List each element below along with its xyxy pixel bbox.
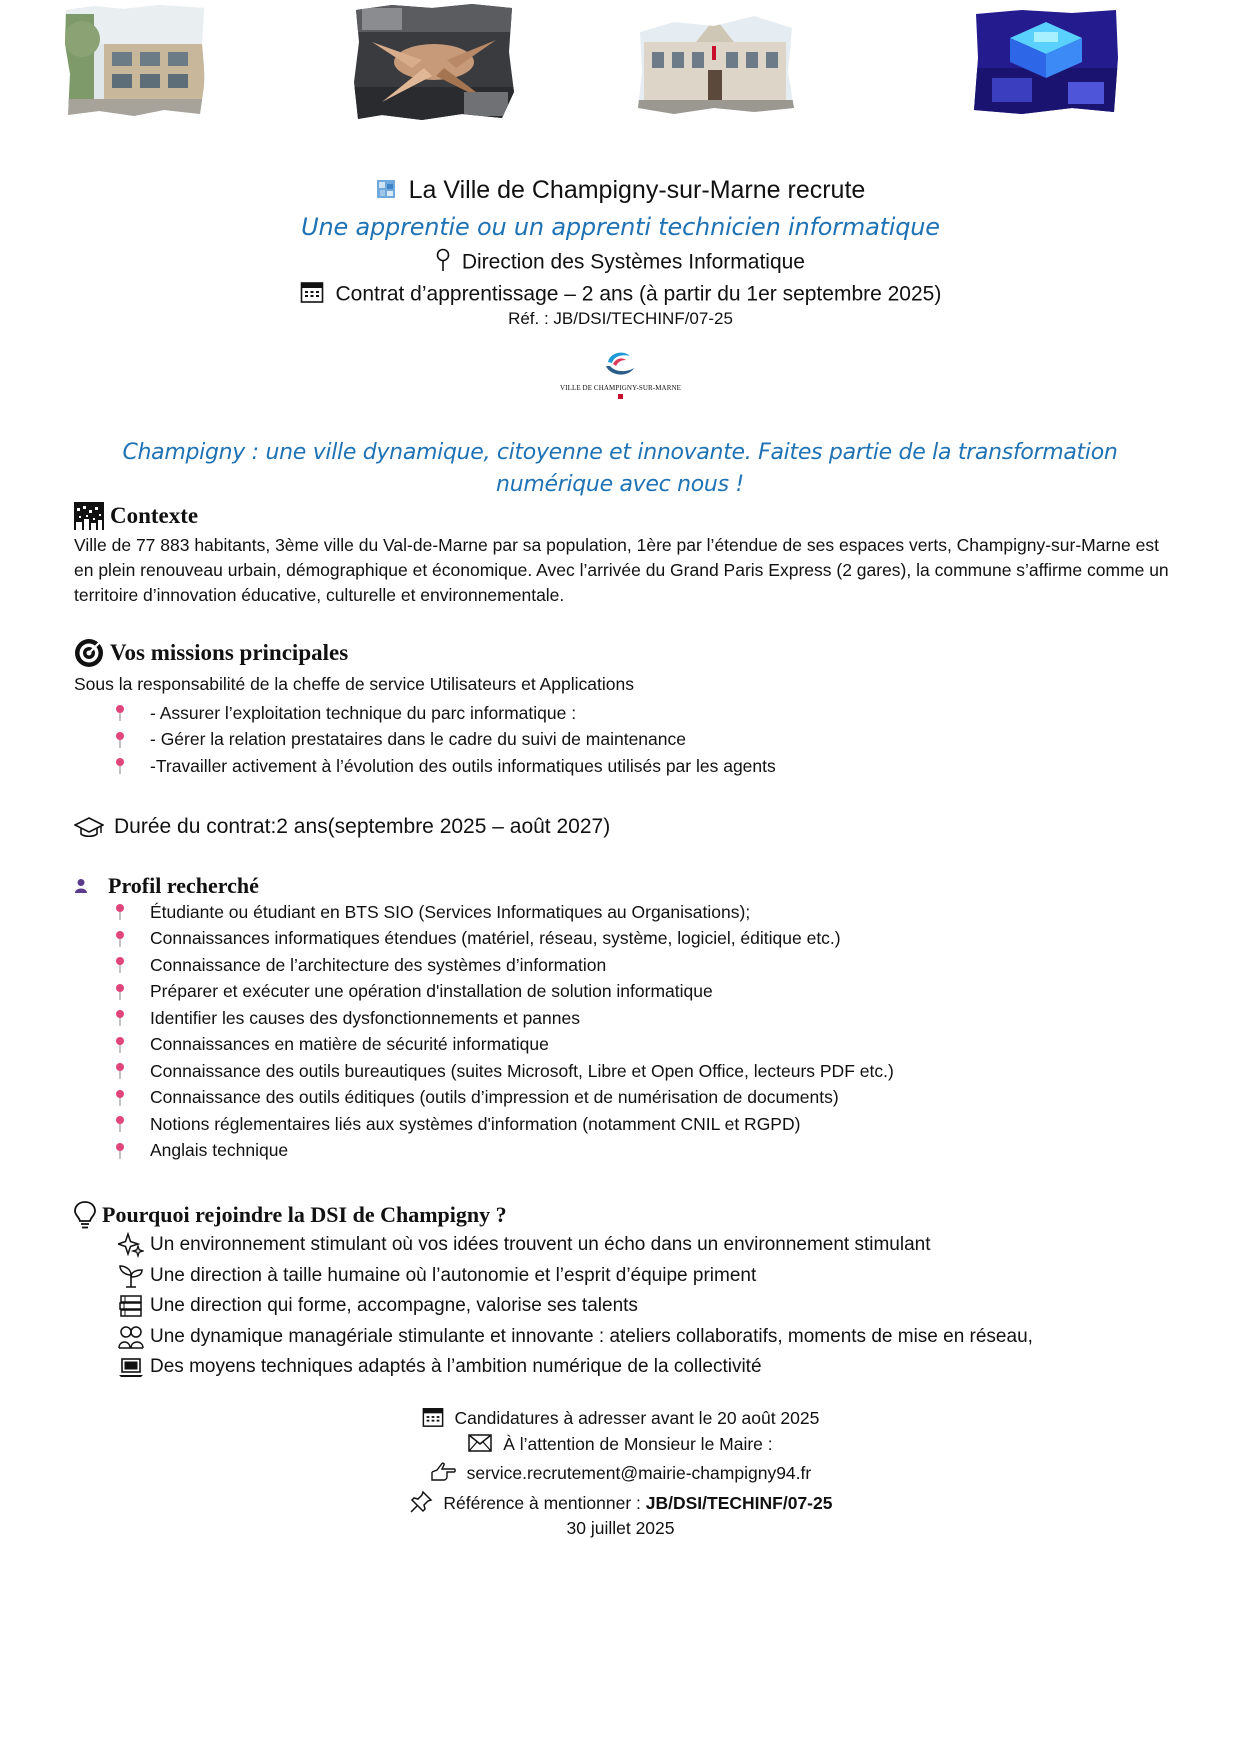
reference-mention-line (0, 1490, 1241, 1519)
duree-sep: : (270, 815, 277, 838)
city-logo (558, 348, 683, 408)
email-link[interactable]: service.recrutement@mairie-champigny94.fr (466, 1463, 812, 1484)
list-item-text: Connaissance de l’architecture des systèmes d’information (150, 954, 607, 975)
pushpin-icon (114, 1142, 126, 1160)
pushpin-icon (114, 1009, 126, 1027)
job-subtitle: Une apprentie ou un apprenti technicien informatique (301, 213, 940, 241)
people-icon (118, 1324, 144, 1350)
contexte-title: Contexte (110, 503, 199, 528)
list-item (114, 979, 894, 1006)
graduation-cap-icon (74, 815, 104, 839)
contract-label: Contrat d’apprentissage – 2 ans (à partir du 1er septembre 2025) (335, 282, 942, 306)
page-title: La Ville de Champigny-sur-Marne recrute (408, 176, 866, 204)
photo-team-hands (352, 2, 516, 122)
duree-value: 2 ans (276, 815, 328, 838)
list-item-text: -Travailler activement à l’évolution des outils informatiques utilisés par les agents (150, 755, 776, 776)
list-item (114, 952, 894, 979)
list-item-text: - Gérer la relation prestataires dans le cadre du suivi de maintenance (150, 729, 686, 750)
pushpin-icon (114, 930, 126, 948)
reference-mention-value: JB/DSI/TECHINF/07-25 (645, 1493, 833, 1514)
deadline-text: Candidatures à adresser avant le 20 août 2025 (454, 1408, 820, 1429)
pushpin-icon (114, 1089, 126, 1107)
list-item (118, 1261, 1033, 1292)
reference-line: Réf. : JB/DSI/TECHINF/07-25 (508, 309, 733, 328)
direction-label: Direction des Systèmes Informatique (461, 250, 805, 274)
pointing-hand-icon (430, 1462, 456, 1487)
list-item (114, 1005, 894, 1032)
missions-list (114, 700, 776, 780)
pushpin-icon (114, 704, 126, 722)
deadline-line (0, 1406, 1241, 1433)
duree-label: Durée du contrat (114, 815, 271, 838)
attention-line (0, 1434, 1241, 1457)
list-item (114, 926, 894, 953)
person-icon (74, 878, 88, 894)
pourquoi-heading (74, 1200, 507, 1230)
pushpin-icon (114, 983, 126, 1001)
photo-town-hall (634, 12, 796, 116)
tagline: Champigny : une ville dynamique, citoyenne et innovante. Faites partie de la transformation numérique avec nous ! (122, 440, 1118, 497)
logo-flag-mark (615, 394, 625, 400)
list-item-text: Un environnement stimulant où vos idées trouvent un écho dans un environnement stimulant (150, 1234, 931, 1256)
city-tile-icon (376, 177, 396, 206)
contexte-heading (74, 502, 198, 530)
list-item (118, 1352, 1033, 1383)
publication-date: 30 juillet 2025 (566, 1518, 675, 1538)
pushpin-icon (114, 903, 126, 921)
list-item-text: Étudiante ou étudiant en BTS SIO (Services Informatiques au Organisations); (150, 901, 751, 922)
profil-title: Profil recherché (108, 873, 259, 898)
list-item (118, 1322, 1033, 1353)
missions-intro: Sous la responsabilité de la cheffe de service Utilisateurs et Applications (74, 674, 634, 694)
list-item (118, 1291, 1033, 1322)
list-item-text: Connaissance des outils bureautiques (suites Microsoft, Libre et Open Office, lecteurs PDF etc.) (150, 1060, 894, 1081)
reference-mention-label: Référence à mentionner : (443, 1493, 646, 1514)
list-item-text: Notions réglementaires liés aux systèmes d'information (notamment CNIL et RGPD) (150, 1113, 801, 1134)
list-item-text: - Assurer l’exploitation technique du parc informatique : (150, 702, 577, 723)
list-item-text: Identifier les causes des dysfonctionnements et pannes (150, 1007, 580, 1028)
profil-heading (74, 873, 259, 899)
pushpin-icon (114, 757, 126, 775)
pourquoi-list (118, 1230, 1033, 1383)
list-item-text: Connaissances informatiques étendues (matériel, réseau, système, logiciel, éditique etc.) (150, 928, 841, 949)
logo-mark (558, 348, 683, 382)
list-item (114, 899, 894, 926)
missions-title: Vos missions principales (110, 640, 349, 665)
pushpin-outline-icon (409, 1490, 433, 1519)
list-item (114, 1032, 894, 1059)
email-line (0, 1462, 1241, 1487)
pushpin-icon (114, 1062, 126, 1080)
pourquoi-title: Pourquoi rejoindre la DSI de Champigny ? (102, 1202, 507, 1227)
magnifier-icon (436, 248, 450, 278)
list-item (114, 1111, 894, 1138)
job-title-line (0, 176, 1241, 206)
logo-text: VILLE DE CHAMPIGNY-SUR-MARNE (559, 384, 682, 392)
list-item (114, 753, 776, 780)
list-item-text: Une direction à taille humaine où l’autonomie et l’esprit d’équipe priment (150, 1264, 757, 1286)
list-item (114, 1138, 894, 1165)
list-item (114, 1058, 894, 1085)
duree-line (74, 815, 610, 839)
laptop-icon (118, 1354, 144, 1380)
list-item-text: Préparer et exécuter une opération d'installation de solution informatique (150, 981, 713, 1002)
attention-text: À l’attention de Monsieur le Maire : (503, 1434, 773, 1455)
pushpin-icon (114, 731, 126, 749)
direction-line (0, 248, 1241, 278)
missions-heading (74, 638, 348, 668)
pushpin-icon (114, 956, 126, 974)
list-item-text: Une direction qui forme, accompagne, valorise ses talents (150, 1295, 638, 1317)
books-icon (118, 1293, 144, 1319)
contract-line (0, 280, 1241, 310)
list-item-text: Des moyens techniques adaptés à l’ambition numérique de la collectivité (150, 1356, 762, 1378)
calendar-icon (422, 1406, 444, 1433)
seedling-icon (118, 1263, 144, 1289)
profil-list (114, 899, 894, 1164)
list-item-text: Anglais technique (150, 1140, 289, 1161)
calendar-icon (300, 280, 324, 310)
pushpin-icon (114, 1036, 126, 1054)
list-item (118, 1230, 1033, 1261)
photo-urban-building (64, 4, 206, 118)
lightbulb-icon (74, 1200, 96, 1230)
list-item (114, 727, 776, 754)
list-item-text: Connaissances en matière de sécurité informatique (150, 1034, 549, 1055)
target-icon (74, 638, 104, 668)
duree-period: (septembre 2025 – août 2027) (327, 815, 611, 838)
envelope-icon (468, 1434, 492, 1457)
city-skyline-icon (74, 502, 104, 530)
list-item-text: Une dynamique managériale stimulante et innovante : ateliers collaboratifs, moments de mise en réseau, (150, 1325, 1033, 1347)
sparkles-icon (118, 1232, 144, 1258)
contexte-text: Ville de 77 883 habitants, 3ème ville du Val-de-Marne par sa population, 1ère par l’étendue de ses espaces verts, Champigny-sur-Marne est en plein renouveau urbain, démographique et économique. Avec l’arrivée du Grand Paris Express (2 gares), la commune s’affirme comme un territoire d’innovation éducative, culturelle et environnementale. (74, 535, 1169, 605)
list-item-text: Connaissance des outils éditiques (outils d’impression et de numérisation de documents) (150, 1087, 839, 1108)
list-item (114, 700, 776, 727)
list-item (114, 1085, 894, 1112)
photo-digital-tech (972, 8, 1120, 116)
pushpin-icon (114, 1115, 126, 1133)
